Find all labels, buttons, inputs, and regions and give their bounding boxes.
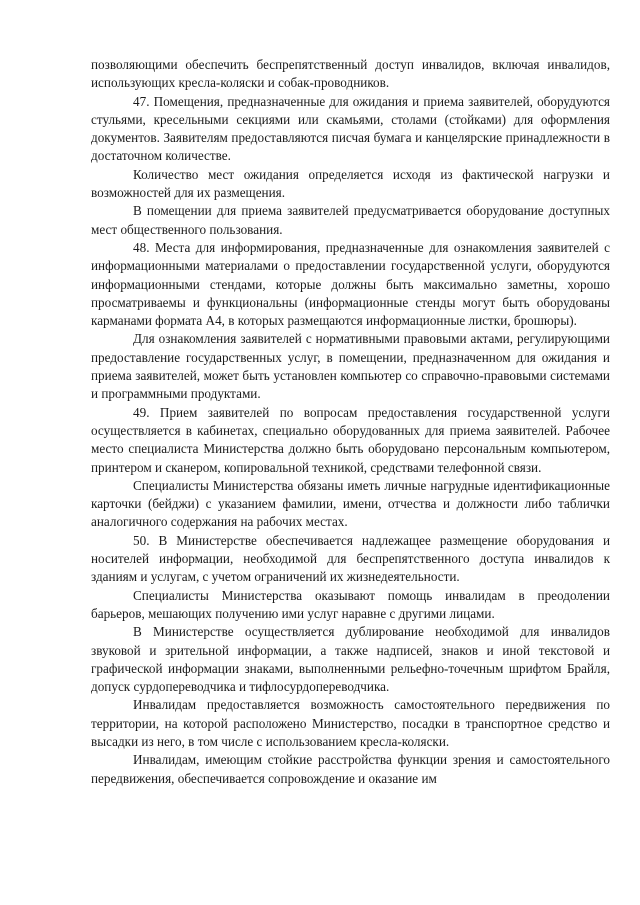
document-page <box>91 56 610 788</box>
paragraph-47-waiting-rooms: 47. Помещения, предназначенные для ожидания и приема заявителей, оборудуются стульями, кресельными секциями или скамьями, столами (стойками) для оформления документов. Заявителям предоставляются писчая бумага и канцелярские принадлежности в достаточном количестве. <box>91 93 610 164</box>
paragraph-waiting-seats: Количество мест ожидания определяется исходя из фактической нагрузки и возможностей для их размещения. <box>91 166 610 201</box>
paragraph-vision-support: Инвалидам, имеющим стойкие расстройства функции зрения и самостоятельного передвижения, обеспечивается сопровождение и оказание им <box>91 752 610 786</box>
paragraph-public-facilities: В помещении для приема заявителей предусматривается оборудование доступных мест общественного пользования. <box>91 203 610 237</box>
paragraph-legal-computer: Для ознакомления заявителей с нормативными правовыми актами, регулирующими предоставление государственных услуг, в помещении, предназначенном для ожидания и приема заявителей, может быть установлен компьютер со справочно-правовыми системами и программными продуктами. <box>91 331 610 402</box>
paragraph-assistance: Специалисты Министерства оказывают помощь инвалидам в преодолении барьеров, мешающих получению ими услуг наравне с другими лицами. <box>91 587 610 621</box>
paragraph-duplication: В Министерстве осуществляется дублирование необходимой для инвалидов звуковой и зрительной информации, а также надписей, знаков и иной текстовой и графической информации знаками, выполненными рельефно-точечным шрифтом Брайля, допуск сурдопереводчика и тифлосурдопереводчика. <box>91 624 610 695</box>
paragraph-badges: Специалисты Министерства обязаны иметь личные нагрудные идентификационные карточки (бейджи) с указанием фамилии, имени, отчества и должности либо таблички аналогичного содержания на рабочих местах. <box>91 477 610 530</box>
paragraph-50-accessibility: 50. В Министерстве обеспечивается надлежащее размещение оборудования и носителей информации, необходимой для беспрепятственного доступа инвалидов к зданиям и услугам, с учетом ограничений их жизнедеятельности. <box>91 532 610 585</box>
paragraph-continuation: позволяющими обеспечить беспрепятственный доступ инвалидов, включая инвалидов, использующих кресла-коляски и собак-проводников. <box>91 57 610 91</box>
paragraph-48-information-places: 48. Места для информирования, предназначенные для ознакомления заявителей с информационными материалами о предоставлении государственной услуги, оборудуются информационными стендами, которые должны быть максимально заметны, хорошо просматриваемы и функциональны (информационные стенды могут быть оборудованы карманами формата А4, в которых размещаются информационные листки, брошюры). <box>91 239 610 329</box>
paragraph-mobility: Инвалидам предоставляется возможность самостоятельного передвижения по территории, на которой расположено Министерство, посадки в транспортное средство и высадки из него, в том числе с использованием кресла-коляски. <box>91 697 610 749</box>
paragraph-49-reception: 49. Прием заявителей по вопросам предоставления государственной услуги осуществляется в кабинетах, специально оборудованных для приема заявителей. Рабочее место специалиста Министерства должно быть оборудовано персональным компьютером, принтером и сканером, копировальной техникой, средствами телефонной связи. <box>91 404 610 475</box>
